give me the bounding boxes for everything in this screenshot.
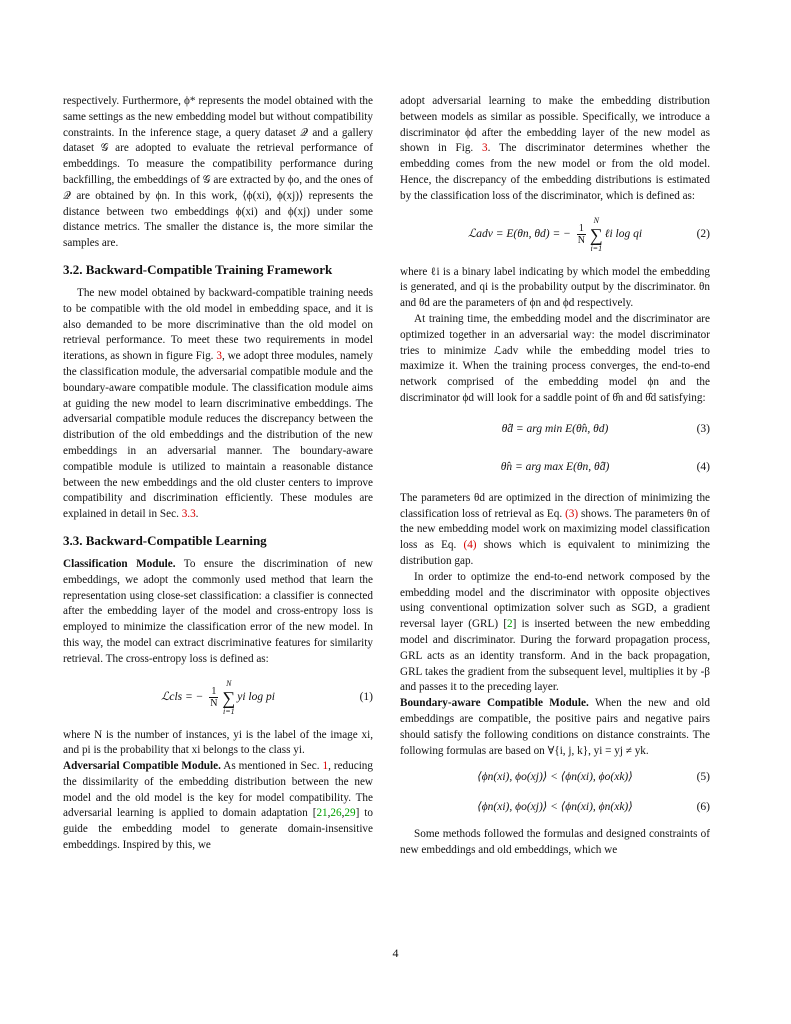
equation-5-number: (5) (696, 771, 710, 784)
ref-sec-3-3[interactable]: 3.3 (181, 508, 196, 521)
adversarial-continued-paragraph: adopt adversarial learning to make the embedding distribution between models as similar as possible. Specifically, we introduce a discriminator ϕd after the embedding layer of the new model as shown in Fig. 3. The discriminator determines whether the embedding comes from the new model or from the old model. Hence, the discrepancy of the embedding distributions is estimated by the classification loss of the discriminator, which is defined as: (400, 95, 711, 202)
equation-1-number: (1) (359, 690, 373, 703)
equation-4: θ̂n = arg max E(θn, θ̂d) (4) (400, 453, 710, 483)
section-3-2-paragraph: The new model obtained by backward-compatible training needs to be compatible with the old model in embedding space, and it is also demanded to be more discriminative than the old model on retrieval performance. To meet these two requirements in model iterations, as shown in figure Fig. 3, we adopt three modules, namely the classification module, the adversarial compatible module and the boundary-aware compatible module. The classification module aims at guiding the new model to learn discriminative embeddings. The adversarial compatible module reduces the discrepancy between the distribution of the old embeddings and the distribution of the new embeddings in an adversarial manner. The boundary-aware compatible module is utilized to maintain a reasonable distance between the new embeddings and the old cluster centers to improve compatibility and discrimination efficiently. These modules are explained in detail in Sec. 3.3. (63, 286, 373, 521)
equation-4-number: (4) (696, 460, 710, 473)
equation-6: ⟨ϕn(xi), ϕo(xj)⟩ < ⟨ϕn(xi), ϕn(xk)⟩ (6) (400, 797, 710, 819)
ref-fig-3-right[interactable]: 3 (482, 142, 488, 155)
eq1-fraction: $\frac{1}{N}$ (210, 686, 218, 709)
params-paragraph: The parameters θd are optimized in the direction of minimizing the classification loss of retrieval as Eq. (3) shows. The parameters θn of the new embedding model work on maximizing model classification loss as Eq. (4) shows which is equivalent to minimizing the distribution gap. (400, 491, 711, 567)
equation-2: ℒadv = E(θn, θd) = − $\frac{1}{N}$ N ∑ i=1 ℓi log qi (2) (467, 215, 710, 253)
grl-paragraph: In order to optimize the end-to-end network composed by the embedding model and the discriminator with opposite objectives using conventional optimization solver such as SGD, a gradient reversal layer (GRL) [2] is inserted between the new embedding model and discriminator. During the forward propagation process, GRL acts as an identity transform. And in the back propagation, GRL takes the gradient from the subsequent level, multiplies it by -β and passes it to the preceding layer. (400, 570, 710, 694)
equation-6-number: (6) (696, 801, 710, 814)
right-column (400, 94, 710, 859)
ref-eq-3[interactable]: (3) (565, 507, 579, 520)
eq1-explanation: where N is the number of instances, yi is the label of the image xi, and pi is the probability that xi belongs to the class yi. (63, 728, 373, 757)
section-3-2-heading: 3.2. Backward-Compatible Training Framework (63, 261, 333, 277)
equation-1: ℒcls = − $\frac{1}{N}$ N ∑ i=1 yi log pi (1) (161, 678, 373, 716)
cite-2[interactable]: 2 (507, 618, 513, 631)
ref-sec-1[interactable]: 1 (322, 760, 329, 773)
cite-29[interactable]: 29 (344, 807, 356, 820)
page-number: 4 (392, 946, 399, 960)
equation-3-number: (3) (696, 422, 710, 435)
equation-2-number: (2) (696, 227, 710, 240)
cite-26[interactable]: 26 (330, 807, 342, 820)
boundary-runin: Boundary-aware Compatible Module. (400, 697, 589, 710)
left-column (63, 94, 373, 854)
classification-paragraph: Classification Module. To ensure the discrimination of new embeddings, we adopt the commonly used method that learn the representation using close-set classification: a classifier is connected after the embedding layer of the model and cross-entropy loss is employed to minimize the classification error of the new model. In this way, the model can extract discriminative features for similarity retrieval. The cross-entropy loss is defined as: (63, 557, 373, 665)
ref-fig-3[interactable]: 3 (216, 350, 222, 363)
eq2-summation: N ∑ i=1 (589, 215, 603, 253)
ref-eq-4[interactable]: (4) (463, 539, 477, 552)
section-3-3-heading: 3.3. Backward-Compatible Learning (63, 532, 267, 548)
eq2-fraction: $\frac{1}{N}$ (577, 223, 585, 247)
eq1-summation: N ∑ i=1 (222, 678, 236, 716)
eq2-explanation: where ℓi is a binary label indicating by which model the embedding is generated, and qi is the probability output by the discriminator. θn and θd are the parameters of ϕn and ϕd respectively. (400, 265, 710, 310)
adversarial-runin: Adversarial Compatible Module. (63, 760, 221, 773)
boundary-paragraph: Boundary-aware Compatible Module. When the new and old embeddings are compatible, the positive pairs and negative pairs should satisfy the following conditions on distance constraints. The following formulas are based on ∀{i, j, k}, yi = yj ≠ yk. (400, 697, 710, 757)
classification-runin: Classification Module. (63, 557, 176, 570)
adversarial-paragraph: Adversarial Compatible Module. As mentioned in Sec. 1, reducing the dissimilarity of the embedding distribution between the new model and the old model is the key for model compatibility. The adversarial learning is applied to domain adaptation [21,26,29] to guide the embedding model to generate domain-insensitive embeddings. Inspired by this, we (63, 760, 373, 852)
final-paragraph: Some methods followed the formulas and designed constraints of new embeddings and old embeddings, which we (400, 828, 710, 857)
equation-3: θ̂d = arg min E(θ̂n, θd) (3) (400, 415, 710, 445)
training-paragraph: At training time, the embedding model and the discriminator are optimized together in an adversarial way: the model discriminator tries to minimize ℒadv while the embedding model tries to maximize it. When the training process converges, the end-to-end network comprised of the embedding model ϕn and the discriminator ϕd will look for a saddle point of θ̂n and θ̂d satisfying: (400, 312, 710, 404)
intro-paragraph: respectively. Furthermore, ϕ* represents the model obtained with the same settings as the new embedding model but without compatibility constraints. In the inference stage, a query dataset 𝒬 and a gallery dataset 𝒢 are adopted to evaluate the retrieval performance of embeddings. To measure the compatibility performance during backfilling, the embeddings of 𝒢 are extracted by ϕo, and the ones of 𝒬 are obtained by ϕn. In this work, ⟨ϕ(xi), ϕ(xj)⟩ represents the distance between two embeddings ϕ(xi) and ϕ(xj) under some distance metrics. The smaller the distance is, the more similar the samples are. (63, 95, 373, 250)
cite-21[interactable]: 21 (316, 807, 328, 820)
equation-5: ⟨ϕn(xi), ϕo(xj)⟩ < ⟨ϕn(xi), ϕo(xk)⟩ (5) (400, 767, 710, 789)
